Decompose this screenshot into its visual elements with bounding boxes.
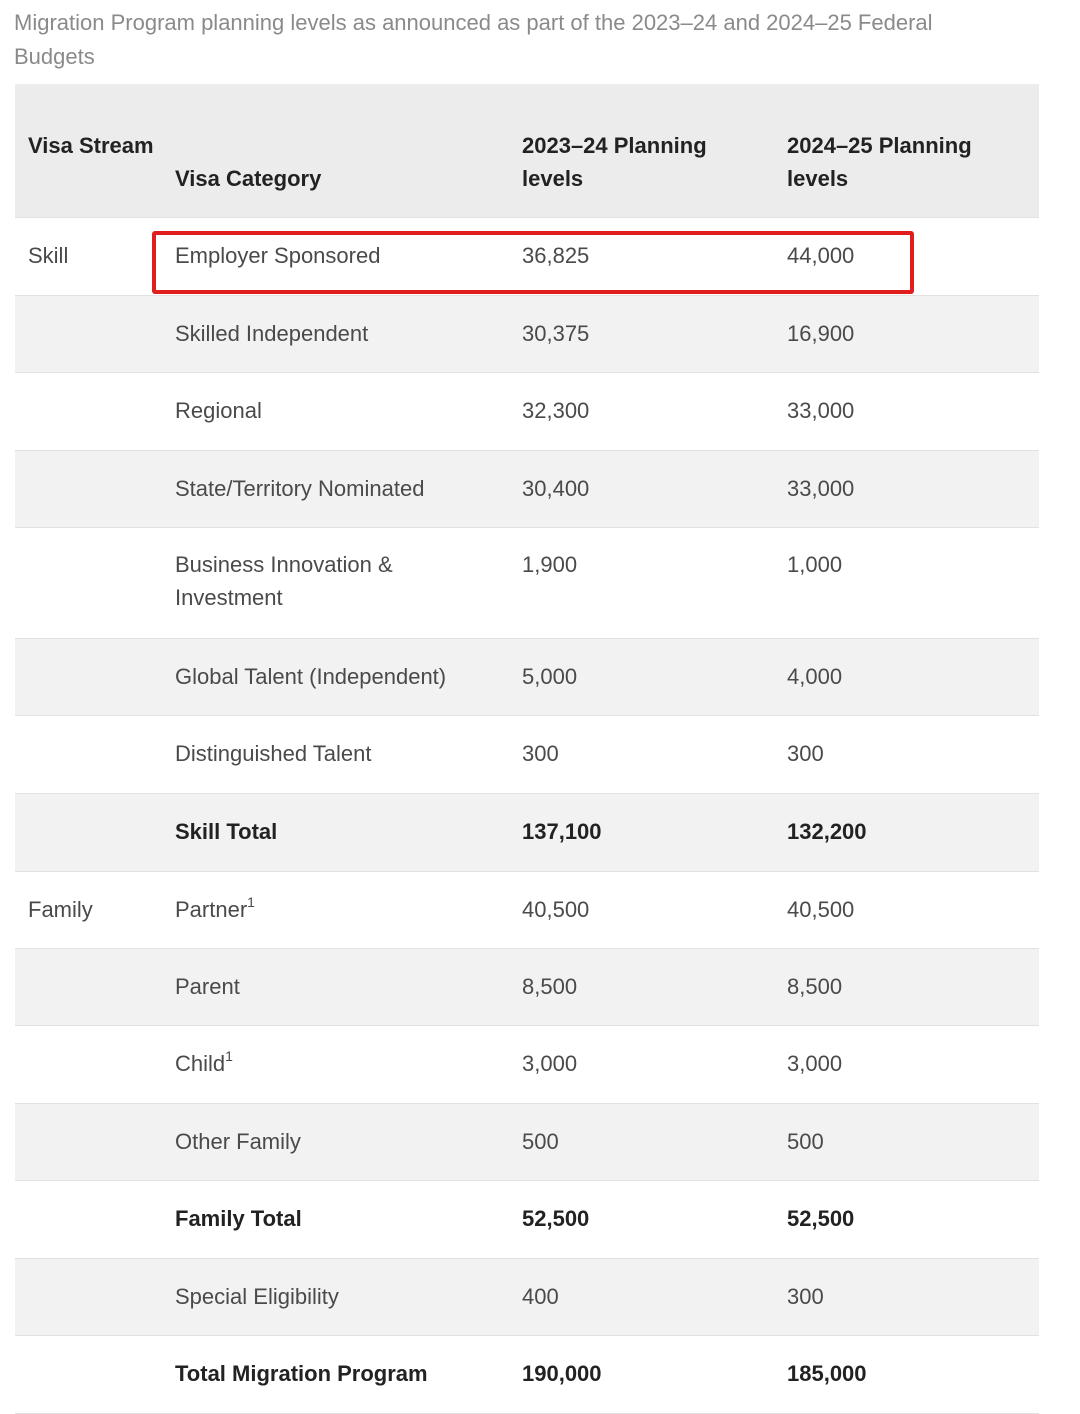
table-row [15,296,1039,373]
table-row [15,1259,1039,1336]
cell-2023-24: 30,400 [522,476,590,501]
table-row [15,373,1039,451]
cell-2024-25: 33,000 [787,398,855,423]
table-row [15,451,1039,528]
cell-2024-25: 185,000 [787,1361,867,1386]
cell-2024-25: 300 [787,1284,824,1309]
cell-category: Special Eligibility [175,1284,339,1309]
cell-2023-24: 5,000 [522,664,578,689]
table-row [15,872,1039,949]
category-text: Partner [175,897,248,922]
cell-2024-25: 8,500 [787,974,843,999]
cell-category: Distinguished Talent [175,741,372,766]
table-row [15,639,1039,716]
cell-2024-25: 4,000 [787,664,843,689]
cell-category: Business Innovation & Investment [175,552,393,610]
category-text: Child [175,1051,226,1076]
cell-2024-25: 1,000 [787,552,843,577]
cell-2023-24: 500 [522,1129,559,1154]
cell-2024-25: 52,500 [787,1206,855,1231]
footnote-marker: 1 [225,1047,233,1064]
header-visa-stream: Visa Stream [28,133,154,158]
cell-category: Skill Total [175,819,278,844]
cell-2023-24: 300 [522,741,559,766]
table-row [15,949,1039,1026]
cell-stream: Family [28,897,93,922]
cell-2024-25: 16,900 [787,321,855,346]
cell-2023-24: 190,000 [522,1361,602,1386]
table-caption: Migration Program planning levels as announced as part of the 2023–24 and 2024–25 Federal Budgets [14,10,933,69]
cell-category: Global Talent (Independent) [175,664,447,689]
cell-2024-25: 500 [787,1129,824,1154]
table-row [15,1026,1039,1104]
header-2023-24: 2023–24 Planning levels [522,133,707,191]
cell-2024-25: 33,000 [787,476,855,501]
cell-category [175,1047,505,1080]
footnote-marker: 1 [247,893,255,910]
migration-table [15,84,1039,1414]
cell-category: Total Migration Program [175,1361,428,1386]
cell-2023-24: 1,900 [522,552,578,577]
cell-2024-25: 3,000 [787,1051,843,1076]
header-2024-25: 2024–25 Planning levels [787,133,972,191]
cell-category: Parent [175,974,240,999]
cell-2023-24: 40,500 [522,897,590,922]
cell-stream: Skill [28,243,69,268]
cell-2023-24: 137,100 [522,819,602,844]
cell-2023-24: 400 [522,1284,559,1309]
cell-category: Other Family [175,1129,301,1154]
cell-category: Skilled Independent [175,321,369,346]
cell-2024-25: 300 [787,741,824,766]
table-row [15,716,1039,794]
table-row [15,218,1039,296]
cell-2023-24: 30,375 [522,321,590,346]
cell-2024-25: 44,000 [787,243,855,268]
cell-2023-24: 36,825 [522,243,590,268]
header-visa-category: Visa Category [175,166,322,191]
cell-2023-24: 32,300 [522,398,590,423]
cell-category: State/Territory Nominated [175,476,425,501]
table-row-grand-total [15,1336,1039,1414]
table-row [15,528,1039,639]
cell-category [175,893,505,926]
table-row [15,1104,1039,1181]
cell-category: Employer Sponsored [175,243,381,268]
cell-category: Regional [175,398,262,423]
cell-2024-25: 40,500 [787,897,855,922]
table-row-total [15,794,1039,872]
cell-2023-24: 8,500 [522,974,578,999]
cell-2023-24: 3,000 [522,1051,578,1076]
table-header-row [15,84,1039,218]
cell-category: Family Total [175,1206,302,1231]
table-row-total [15,1181,1039,1259]
cell-2024-25: 132,200 [787,819,867,844]
cell-2023-24: 52,500 [522,1206,590,1231]
